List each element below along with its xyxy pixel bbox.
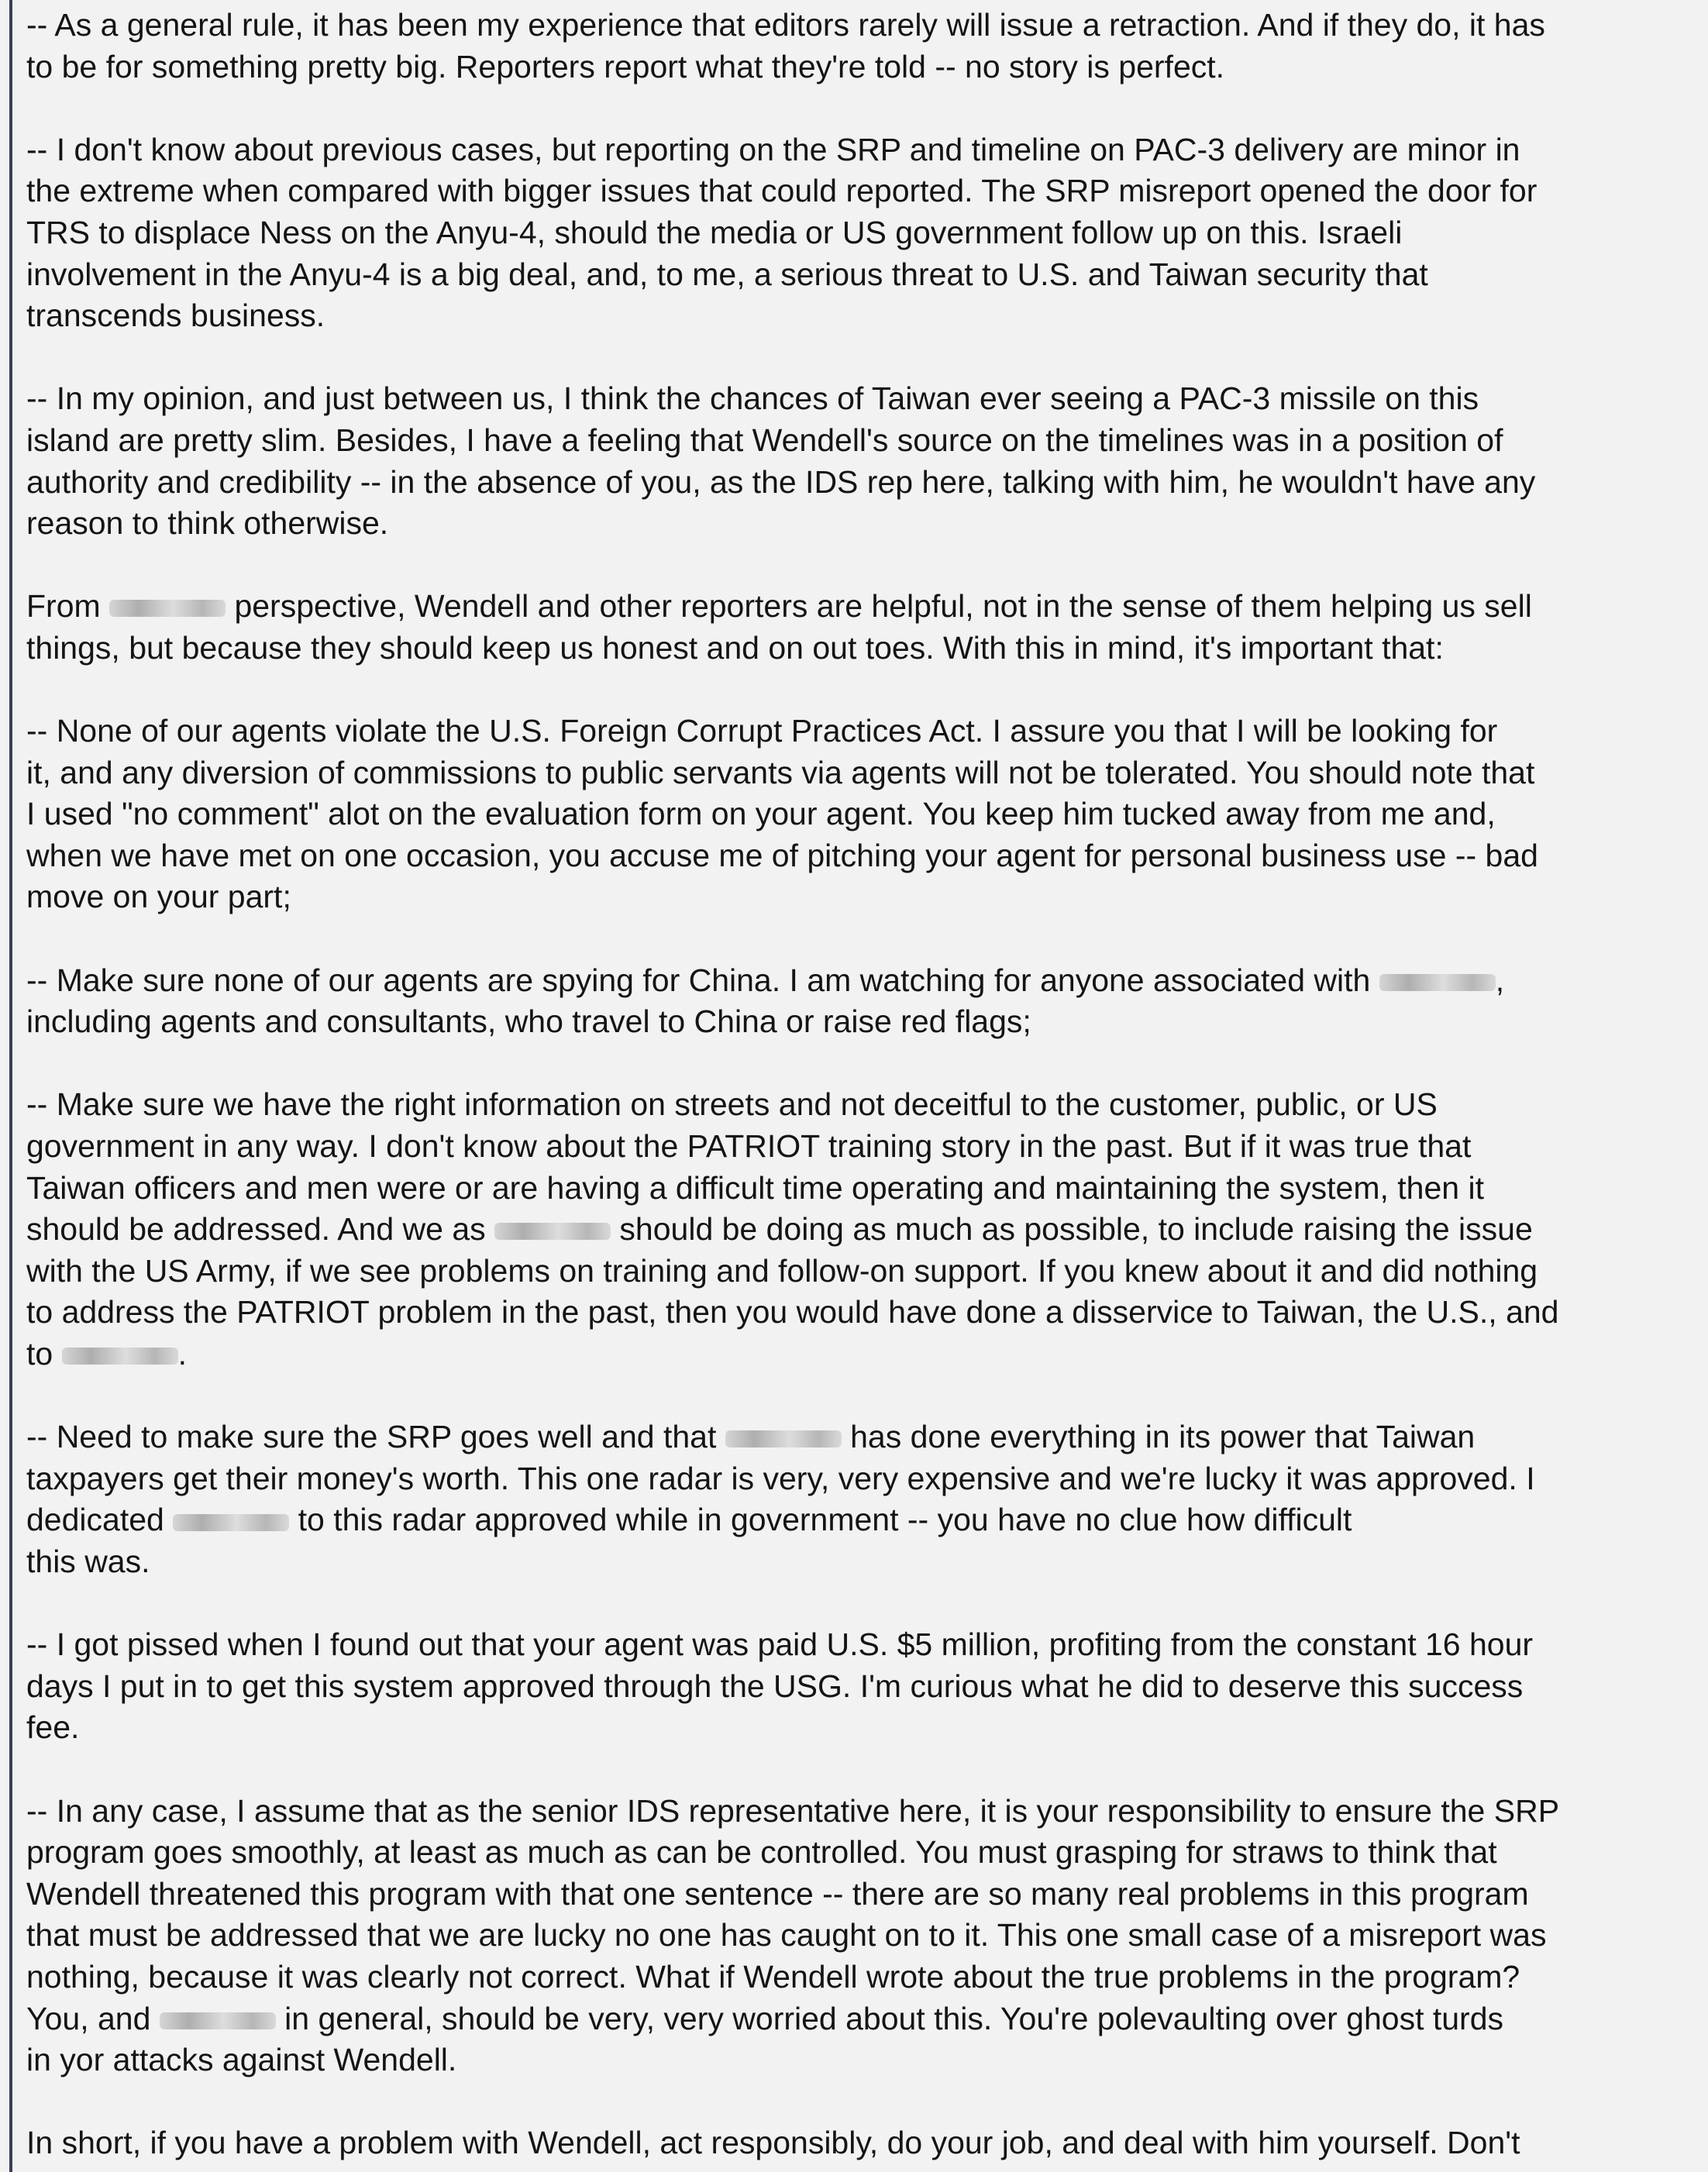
redaction-mark [494, 1223, 611, 1240]
text-line: -- In any case, I assume that as the senior IDS representative here, it is your responsibility to ensure the SRP [26, 1792, 1560, 1829]
text-line: days I put in to get this system approved through the USG. I'm curious what he did to deserve this success [26, 1668, 1524, 1704]
document-body [26, 5, 1693, 2172]
text-line: -- Make sure none of our agents are spying for China. I am watching for anyone associated with , [26, 962, 1505, 998]
letter-paragraph [26, 378, 1693, 544]
text-line: transcends business. [26, 298, 325, 334]
text-line: it, and any diversion of commissions to public servants via agents will not be tolerated. You should note that [26, 754, 1535, 790]
text-line: reason to think otherwise. [26, 505, 389, 542]
text-line: TRS to displace Ness on the Anyu-4, should the media or US government follow up on this. Israeli [26, 214, 1403, 250]
text-line: Wendell threatened this program with that one sentence -- there are so many real problems in this program [26, 1875, 1529, 1912]
redaction-mark [173, 1514, 289, 1531]
text-line: Taiwan officers and men were or are having a difficult time operating and maintaining the system, then it [26, 1169, 1484, 1206]
text-line: to be for something pretty big. Reporters report what they're told -- no story is perfect. [26, 48, 1225, 84]
text-line: nothing, because it was clearly not correct. What if Wendell wrote about the true problems in the program? [26, 1958, 1520, 1995]
text-line: -- As a general rule, it has been my experience that editors rarely will issue a retraction. And if they do, it has [26, 7, 1545, 43]
text-line: program goes smoothly, at least as much as can be controlled. You must grasping for straws to think that [26, 1834, 1497, 1871]
text-line: -- Make sure we have the right information on streets and not deceitful to the customer, public, or US [26, 1086, 1438, 1123]
text-line: to address the PATRIOT problem in the past, then you would have done a disservice to Taiwan, the U.S., and [26, 1294, 1559, 1330]
text-line: the extreme when compared with bigger issues that could reported. The SRP misreport opened the door for [26, 173, 1538, 209]
text-line: taxpayers get their money's worth. This one radar is very, very expensive and we're lucky it was approved. I [26, 1460, 1535, 1496]
text-line: -- Need to make sure the SRP goes well and that has done everything in its power that Taiwan [26, 1419, 1476, 1455]
redaction-mark [62, 1348, 178, 1365]
letter-paragraph [26, 960, 1693, 1043]
text-line: government in any way. I don't know about the PATRIOT training story in the past. But if it was true that [26, 1128, 1472, 1165]
text-line: I used "no comment" alot on the evaluation form on your agent. You keep him tucked away from me and, [26, 796, 1496, 832]
letter-paragraph [26, 586, 1693, 669]
text-line: things, but because they should keep us honest and on out toes. With this in mind, it's important that: [26, 629, 1444, 666]
text-line: should be addressed. And we as should be doing as much as possible, to include raising the issue [26, 1211, 1533, 1248]
text-line: island are pretty slim. Besides, I have a feeling that Wendell's source on the timelines was in a position of [26, 422, 1503, 458]
letter-paragraph [26, 1791, 1693, 2081]
left-margin-line [9, 0, 12, 2172]
letter-paragraph [26, 5, 1693, 88]
text-line: with the US Army, if we see problems on training and follow-on support. If you knew about it and did nothing [26, 1252, 1538, 1289]
text-line: -- In my opinion, and just between us, I think the chances of Taiwan ever seeing a PAC-3 missile on this [26, 380, 1479, 417]
letter-paragraph [26, 2122, 1693, 2164]
text-line: this was. [26, 1543, 150, 1579]
letter-paragraph [26, 1416, 1693, 1582]
text-line: involvement in the Anyu-4 is a big deal, and, to me, a serious threat to U.S. and Taiwan security that [26, 256, 1428, 292]
text-line: fee. [26, 1709, 80, 1746]
text-line: -- I got pissed when I found out that your agent was paid U.S. $5 million, profiting from the constant 16 hour [26, 1626, 1534, 1663]
redaction-mark [725, 1430, 842, 1447]
text-line: You, and in general, should be very, very worried about this. You're polevaulting over ghost turds [26, 2000, 1504, 2036]
redaction-mark [1379, 974, 1496, 991]
letter-paragraph [26, 711, 1693, 918]
text-line: From perspective, Wendell and other reporters are helpful, not in the sense of them helping us sell [26, 588, 1532, 625]
text-line: -- None of our agents violate the U.S. Foreign Corrupt Practices Act. I assure you that I will be looking for [26, 713, 1498, 749]
letter-paragraph [26, 1084, 1693, 1375]
letter-paragraph [26, 1624, 1693, 1749]
redaction-mark [109, 600, 226, 617]
text-line: dedicated to this radar approved while in government -- you have no clue how difficult [26, 1502, 1352, 1538]
text-line: to . [26, 1336, 187, 1372]
letter-paragraph [26, 129, 1693, 337]
text-line: In short, if you have a problem with Wendell, act responsibly, do your job, and deal with him yourself. Don't [26, 2125, 1520, 2161]
text-line: move on your part; [26, 879, 291, 915]
text-line: -- I don't know about previous cases, but reporting on the SRP and timeline on PAC-3 delivery are minor in [26, 131, 1520, 167]
text-line: authority and credibility -- in the absence of you, as the IDS rep here, talking with him, he wouldn't have any [26, 463, 1536, 500]
text-line: in yor attacks against Wendell. [26, 2042, 457, 2078]
text-line: including agents and consultants, who travel to China or raise red flags; [26, 1003, 1031, 1040]
text-line: when we have met on one occasion, you accuse me of pitching your agent for personal business use -- bad [26, 837, 1538, 873]
redaction-mark [160, 2012, 276, 2029]
text-line: that must be addressed that we are lucky no one has caught on to it. This one small case of a misreport was [26, 1917, 1547, 1953]
